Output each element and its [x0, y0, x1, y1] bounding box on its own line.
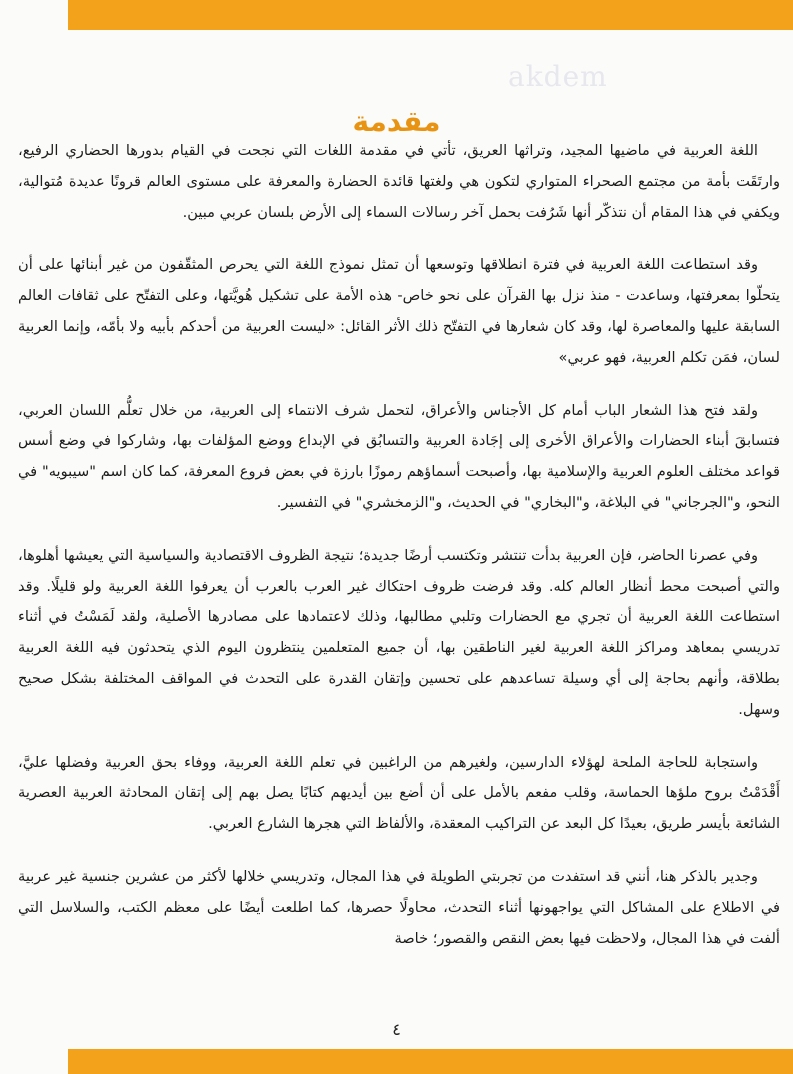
- paragraph-2: وقد استطاعت اللغة العربية في فترة انطلاقها وتوسعها أن تمثل نموذج اللغة التي يحرص المثقّفون من غير أبنائها على أن يتحلّوا بمعرفتها، وساعدت - منذ نزل بها القرآن على نحو خاص- هذه الأمة على تشكيل هُويَّتها، وعلى التفتّح على ثقافات العالم السابقة عليها والمعاصرة لها، وقد كان شعارها في التفتّح ذلك الأثر القائل: «ليست العربية من أحدكم بأبيه ولا بأمّه، وإنما العربية لسان، فمَن تكلم العربية، فهو عربي»: [18, 256, 780, 366]
- paragraph-1: اللغة العربية في ماضيها المجيد، وتراثها العريق، تأتي في مقدمة اللغات التي نجحت في القيام بدورها الحضاري الرفيع، وارتَقَت بأمة من مجتمع الصحراء المتواري لتكون هي ولغتها قائدة الحضارة والمعرفة على مستوى العالم قرونًا عديدة مُتوالية، ويكفي في هذا المقام أن نتذكّر أنها شَرُفت بحمل آخر رسالات السماء إلى الأرض بلسان عربي مبين.: [18, 142, 780, 221]
- paragraph-6: وجدير بالذكر هنا، أنني قد استفدت من تجربتي الطويلة في هذا المجال، وتدريسي خلالها لأكثر من عشرين جنسية غير عربية في الاطلاع على المشاكل التي يواجهونها أثناء التحدث، محاولًا حصرها، كما اطلعت أيضًا على معظم الكتب، والسلاسل التي ألفت في هذا المجال، ولاحظت فيها بعض النقص والقصور؛ خاصة: [18, 867, 780, 947]
- body-text: [18, 136, 780, 976]
- paragraph-4: وفي عصرنا الحاضر، فإن العربية بدأت تنتشر وتكتسب أرضًا جديدة؛ نتيجة الظروف الاقتصادية والسياسية التي يعيشها أهلوها، والتي أصبحت محط أنظار العالم كله. وقد فرضت ظروف احتكاك غير العرب بالعرب أن يعرفوا اللغة العربية ولو قليلًا. وقد استطاعت اللغة العربية أن تجري مع الحضارات وتلبي مطالبها، وذلك لاعتمادها على مصادرها الأصلية، ولقد لَمَسْتُ في أثناء تدريسي بمعاهد ومراكز اللغة العربية لغير الناطقين بها، أن جميع المتعلمين ينتظرون اليوم الذي يتحدثون فيه اللغة العربية بطلاقة، وأنهم بحاجة إلى أي وسيلة تساعدهم على تحسين وإتقان القدرة على التحدث في المواقف المختلفة بشكل صحيح وسهل.: [18, 546, 780, 718]
- bottom-accent-bar: [68, 1049, 793, 1074]
- paragraph-3: ولقد فتح هذا الشعار الباب أمام كل الأجناس والأعراق، لتحمل شرف الانتماء إلى العربية، من خلال تعلُّم اللسان العربي، فتسابقَ أبناء الحضارات والأعراق الأخرى إلى إجَادة العربية والتسابُق في الإبداع ووضع المؤلفات بها، وشاركوا في وضع أسس قواعد مختلف العلوم العربية والإسلامية بها، وأصبحت أسماؤهم رموزًا بارزة في بعض فروع المعرفة، كما كان اسم "سيبويه" في النحو، و"الجرجاني" في البلاغة، و"البخاري" في الحديث، و"الزمخشري" في التفسير.: [18, 401, 780, 511]
- publisher-watermark: akdem: [508, 60, 608, 93]
- top-accent-bar: [68, 0, 793, 30]
- page-number: ٤: [392, 1020, 401, 1039]
- page-title: مقدمة: [352, 104, 441, 138]
- paragraph-5: واستجابة للحاجة الملحة لهؤلاء الدارسين، ولغيرهم من الراغبين في تعلم اللغة العربية، ووفاء بحق العربية وفضلها عليَّ، أَقْدَمْتُ بروح ملؤها الحماسة، وقلب مفعم بالأمل على أن أضع بين أيديهم كتابًا يصل بهم إلى إتقان المحادثة العربية العصرية الشائعة بأيسر طريق، بعيدًا كل البعد عن التراكيب المعقدة، والألفاظ التي هجرها الشارع العربي.: [18, 753, 780, 833]
